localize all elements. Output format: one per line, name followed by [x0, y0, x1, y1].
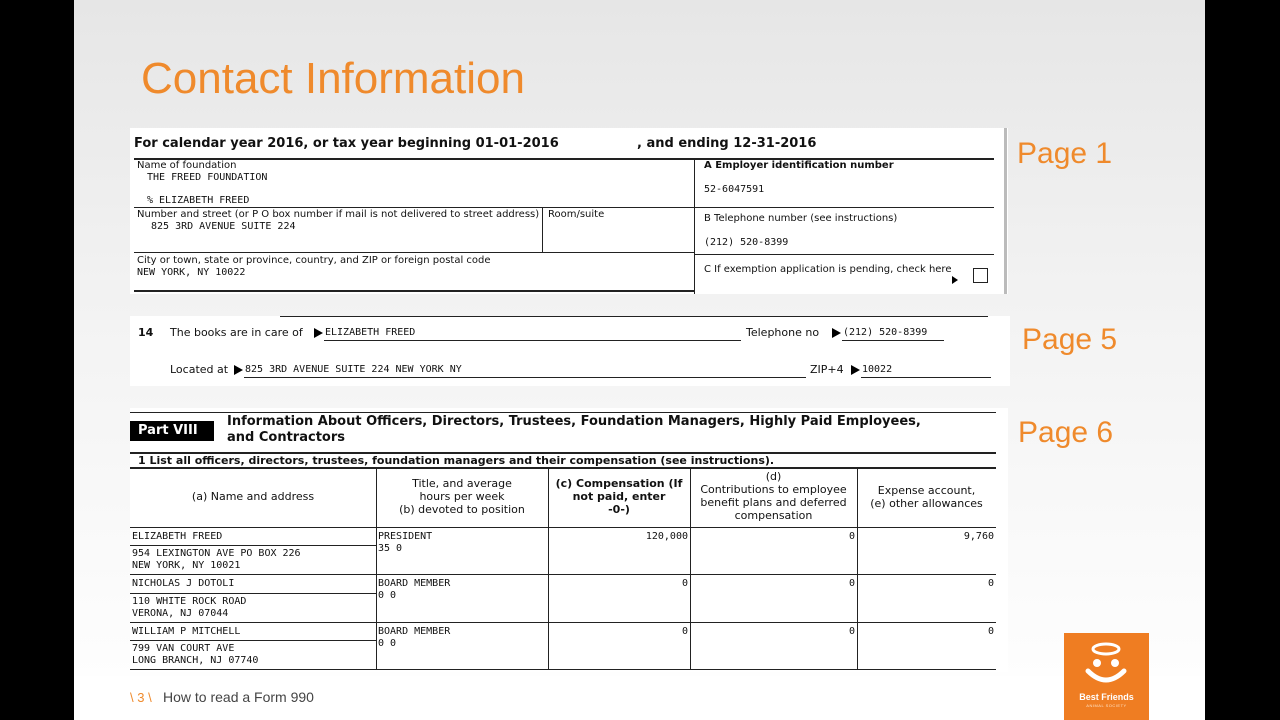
slide [74, 0, 1205, 720]
officer-contributions: 0 [848, 578, 855, 589]
officer-title: PRESIDENT [378, 531, 433, 542]
divider [542, 207, 543, 252]
divider [130, 574, 996, 575]
arrow-icon [851, 365, 860, 375]
divider [690, 467, 691, 669]
telephone-label: Telephone no [746, 326, 820, 339]
officer-expense: 0 [987, 626, 994, 637]
divider [694, 158, 695, 294]
form-page-1-excerpt [130, 128, 1008, 294]
part-badge: Part VIII [130, 421, 214, 441]
divider [130, 622, 996, 623]
divider [694, 254, 994, 255]
header-line: hours per week [419, 490, 505, 503]
slide-number: \ 3 \ [130, 690, 152, 705]
halo-face-icon [1064, 633, 1149, 691]
officer-name: NICHOLAS J DOTOLI [132, 578, 235, 589]
header-line: Expense account, [877, 484, 976, 497]
officer-contributions: 0 [848, 531, 855, 542]
arrow-icon [952, 276, 958, 284]
divider [130, 467, 996, 469]
page-label-1: Page 1 [1017, 137, 1113, 170]
located-label: Located at [170, 363, 229, 376]
header-line: compensation [734, 509, 813, 522]
divider [134, 207, 694, 208]
care-of-name: % ELIZABETH FREED [147, 195, 250, 206]
zip-label: ZIP+4 [810, 363, 844, 376]
arrow-icon [314, 328, 323, 338]
officer-title: BOARD MEMBER [378, 578, 451, 589]
officer-address-line-1: 110 WHITE ROCK ROAD [132, 596, 247, 607]
logo-text: Best Friends [1079, 692, 1134, 702]
header-line: benefit plans and deferred [700, 496, 847, 509]
divider [1004, 128, 1007, 294]
ein-value: 52-6047591 [704, 184, 765, 195]
city-value: NEW YORK, NY 10022 [137, 267, 246, 278]
header-line: (d) [765, 470, 782, 483]
officer-name: WILLIAM P MITCHELL [132, 626, 241, 637]
col-a-header: (a) Name and address [191, 490, 315, 503]
street-label: Number and street (or P O box number if mail is not delivered to street address) [137, 209, 540, 220]
form-page-5-excerpt [130, 316, 1010, 386]
divider [130, 545, 376, 546]
divider [280, 316, 988, 317]
divider [376, 467, 377, 669]
divider [130, 593, 376, 594]
officer-address-line-1: 954 LEXINGTON AVE PO BOX 226 [132, 548, 301, 559]
foundation-name: THE FREED FOUNDATION [147, 172, 268, 183]
officer-hours: 0 0 [378, 590, 397, 601]
officer-title: BOARD MEMBER [378, 626, 451, 637]
divider [130, 640, 376, 641]
arrow-icon [234, 365, 243, 375]
books-label: The books are in care of [170, 326, 303, 339]
officer-expense: 0 [987, 578, 994, 589]
footer-text: How to read a Form 990 [163, 689, 314, 705]
part-subheading: 1 List all officers, directors, trustees, foundation managers and their compensation (see instructions). [138, 454, 775, 467]
officer-address-line-1: 799 VAN COURT AVE [132, 643, 235, 654]
header-line: (e) other allowances [870, 497, 983, 510]
officer-address-line-2: NEW YORK, NY 10021 [132, 560, 241, 571]
officer-hours: 0 0 [378, 638, 397, 649]
part-heading-line-1: Information About Officers, Directors, Trustees, Foundation Managers, Highly Paid Employees, [227, 414, 921, 429]
located-value: 825 3RD AVENUE SUITE 224 NEW YORK NY [245, 364, 462, 375]
officer-hours: 35 0 [378, 543, 403, 554]
header-line: (c) Compensation (If [555, 477, 683, 490]
tax-year-ending: , and ending 12-31-2016 [637, 136, 817, 151]
phone-value: (212) 520-8399 [704, 237, 789, 248]
officer-address-line-2: LONG BRANCH, NJ 07740 [132, 655, 259, 666]
header-line: -0-) [608, 503, 630, 516]
divider [134, 290, 694, 292]
room-suite-label: Room/suite [548, 209, 605, 220]
exemption-checkbox[interactable] [973, 268, 988, 283]
city-label: City or town, state or province, country, and ZIP or foreign postal code [137, 255, 491, 266]
divider [694, 207, 994, 208]
line-number: 14 [138, 326, 154, 339]
best-friends-logo [1064, 633, 1149, 720]
col-e-header [857, 484, 996, 510]
underline [244, 377, 806, 378]
form-page-6-excerpt [130, 408, 1008, 672]
divider [548, 467, 549, 669]
slide-title: Contact Information [141, 54, 525, 103]
divider [130, 527, 996, 528]
underline [324, 340, 741, 341]
street-value: 825 3RD AVENUE SUITE 224 [151, 221, 296, 232]
divider [134, 252, 694, 253]
part-heading-line-2: and Contractors [227, 430, 345, 445]
officer-compensation: 0 [681, 626, 688, 637]
header-line: Contributions to employee [700, 483, 847, 496]
col-d-header [690, 470, 857, 522]
officer-compensation: 0 [681, 578, 688, 589]
underline [861, 377, 991, 378]
telephone-value: (212) 520-8399 [843, 327, 928, 338]
logo-subtext: ANIMAL SOCIETY [1086, 703, 1127, 708]
tax-year-line: For calendar year 2016, or tax year beginning 01-01-2016 [134, 136, 559, 151]
officer-name: ELIZABETH FREED [132, 531, 223, 542]
officer-address-line-2: VERONA, NJ 07044 [132, 608, 229, 619]
page-label-6: Page 6 [1018, 416, 1114, 449]
exemption-label: C If exemption application is pending, check here [704, 264, 952, 275]
col-c-header [548, 477, 690, 516]
ein-label: A Employer identification number [704, 160, 894, 171]
col-b-header [376, 477, 548, 516]
header-line: Title, and average [412, 477, 512, 490]
divider [857, 467, 858, 669]
name-label: Name of foundation [137, 160, 237, 171]
phone-label: B Telephone number (see instructions) [704, 213, 898, 224]
header-line: not paid, enter [572, 490, 666, 503]
zip-value: 10022 [862, 364, 893, 375]
underline [842, 340, 944, 341]
arrow-icon [832, 328, 841, 338]
officer-expense: 9,760 [963, 531, 994, 542]
header-line: (b) devoted to position [399, 503, 525, 516]
divider [130, 669, 996, 670]
divider [130, 412, 996, 413]
page-label-5: Page 5 [1022, 323, 1118, 356]
books-value: ELIZABETH FREED [325, 327, 416, 338]
officer-compensation: 120,000 [645, 531, 688, 542]
officer-contributions: 0 [848, 626, 855, 637]
